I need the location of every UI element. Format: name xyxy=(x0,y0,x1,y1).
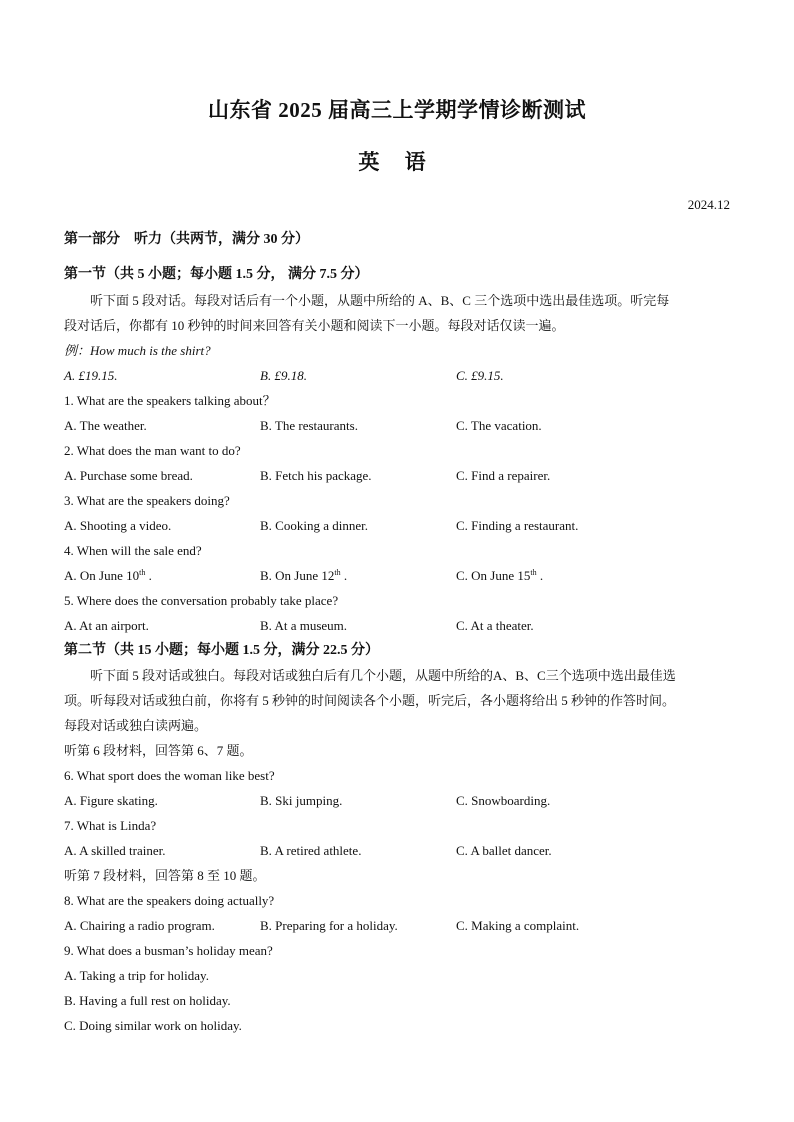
q4-option-c xyxy=(456,567,543,585)
section1-instructions-1: 听下面 5 段对话。每段对话后有一个小题，从题中所给的 A、B、C 三个选项中选出最佳选项。听完每 xyxy=(90,293,670,308)
q7-option-c: C. A ballet dancer. xyxy=(456,843,552,858)
question-7: 7. What is Linda? xyxy=(64,818,157,833)
q8-option-b: B. Preparing for a holiday. xyxy=(260,918,398,933)
q4-option-c-sup: th xyxy=(530,568,537,577)
q3-option-b: B. Cooking a dinner. xyxy=(260,518,368,533)
q6-option-c: C. Snowboarding. xyxy=(456,793,551,808)
exam-title: 山东省 2025 届高三上学期学情诊断测试 xyxy=(208,98,586,122)
q8-option-a: A. Chairing a radio program. xyxy=(64,918,215,933)
q6-option-b: B. Ski jumping. xyxy=(260,793,343,808)
subject-title: 英 语 xyxy=(358,150,436,174)
section2-instructions-3: 每段对话或独白读两遍。 xyxy=(64,718,208,733)
q9-option-c: C. Doing similar work on holiday. xyxy=(64,1018,242,1033)
exam-date: 2024.12 xyxy=(687,197,730,212)
q4-option-b-end: . xyxy=(340,568,348,583)
q4-option-b xyxy=(260,567,347,585)
material-7-note: 听第 7 段材料，回答第 8 至 10 题。 xyxy=(64,868,266,883)
example-option-a: A. £19.15. xyxy=(64,368,118,383)
q7-option-a: A. A skilled trainer. xyxy=(64,843,166,858)
q9-option-a: A. Taking a trip for holiday. xyxy=(64,968,209,983)
q9-option-b: B. Having a full rest on holiday. xyxy=(64,993,231,1008)
q2-option-b: B. Fetch his package. xyxy=(260,468,372,483)
question-6: 6. What sport does the woman like best? xyxy=(64,768,275,783)
q5-option-a: A. At an airport. xyxy=(64,618,149,633)
q2-option-c: C. Find a repairer. xyxy=(456,468,551,483)
q4-option-b-sup: th xyxy=(334,568,341,577)
q1-option-b: B. The restaurants. xyxy=(260,418,358,433)
question-8: 8. What are the speakers doing actually? xyxy=(64,893,275,908)
q7-option-b: B. A retired athlete. xyxy=(260,843,362,858)
section2-instructions-1: 听下面 5 段对话或独白。每段对话或独白后有几个小题，从题中所给的A、B、C三个选项中选出最佳选 xyxy=(90,668,676,683)
example-question: 例：How much is the shirt? xyxy=(64,343,211,358)
q4-option-a-end: . xyxy=(145,568,152,583)
question-2: 2. What does the man want to do? xyxy=(64,443,241,458)
question-1: 1. What are the speakers talking about？ xyxy=(64,393,276,408)
q8-option-c: C. Making a complaint. xyxy=(456,918,580,933)
material-6-note: 听第 6 段材料，回答第 6、7 题。 xyxy=(64,743,253,758)
example-option-c: C. £9.15. xyxy=(456,368,504,383)
q5-option-c: C. At a theater. xyxy=(456,618,534,633)
q4-option-b-text: B. On June 12 xyxy=(260,568,335,583)
section2-heading: 第二节（共 15 小题；每小题 1.5 分，满分 22.5 分） xyxy=(64,643,379,658)
q4-option-a-text: A. On June 10 xyxy=(64,568,140,583)
q4-option-c-end: . xyxy=(536,568,544,583)
example-option-b: B. £9.18. xyxy=(260,368,307,383)
q4-option-a-sup: th xyxy=(139,568,146,577)
section1-heading: 第一节（共 5 小题；每小题 1.5 分， 满分 7.5 分） xyxy=(64,267,369,282)
q3-option-c: C. Finding a restaurant. xyxy=(456,518,579,533)
q3-option-a: A. Shooting a video. xyxy=(64,518,172,533)
question-9: 9. What does a busman’s holiday mean? xyxy=(64,943,273,958)
section2-instructions-2: 项。听每段对话或独白前，你将有 5 秒钟的时间阅读各个小题，听完后，各小题将给出 5 秒钟的作答时间。 xyxy=(64,693,676,708)
question-5: 5. Where does the conversation probably take place? xyxy=(64,593,339,608)
q4-option-c-text: C. On June 15 xyxy=(456,568,531,583)
q4-option-a xyxy=(64,567,152,585)
question-3: 3. What are the speakers doing? xyxy=(64,493,230,508)
q2-option-a: A. Purchase some bread. xyxy=(64,468,193,483)
section1-instructions-2: 段对话后，你都有 10 秒钟的时间来回答有关小题和阅读下一小题。每段对话仅读一遍。 xyxy=(64,318,565,333)
q1-option-a: A. The weather. xyxy=(64,418,147,433)
question-4: 4. When will the sale end? xyxy=(64,543,202,558)
q1-option-c: C. The vacation. xyxy=(456,418,542,433)
part1-heading: 第一部分 听力（共两节，满分 30 分） xyxy=(64,232,309,247)
q6-option-a: A. Figure skating. xyxy=(64,793,158,808)
q5-option-b: B. At a museum. xyxy=(260,618,348,633)
